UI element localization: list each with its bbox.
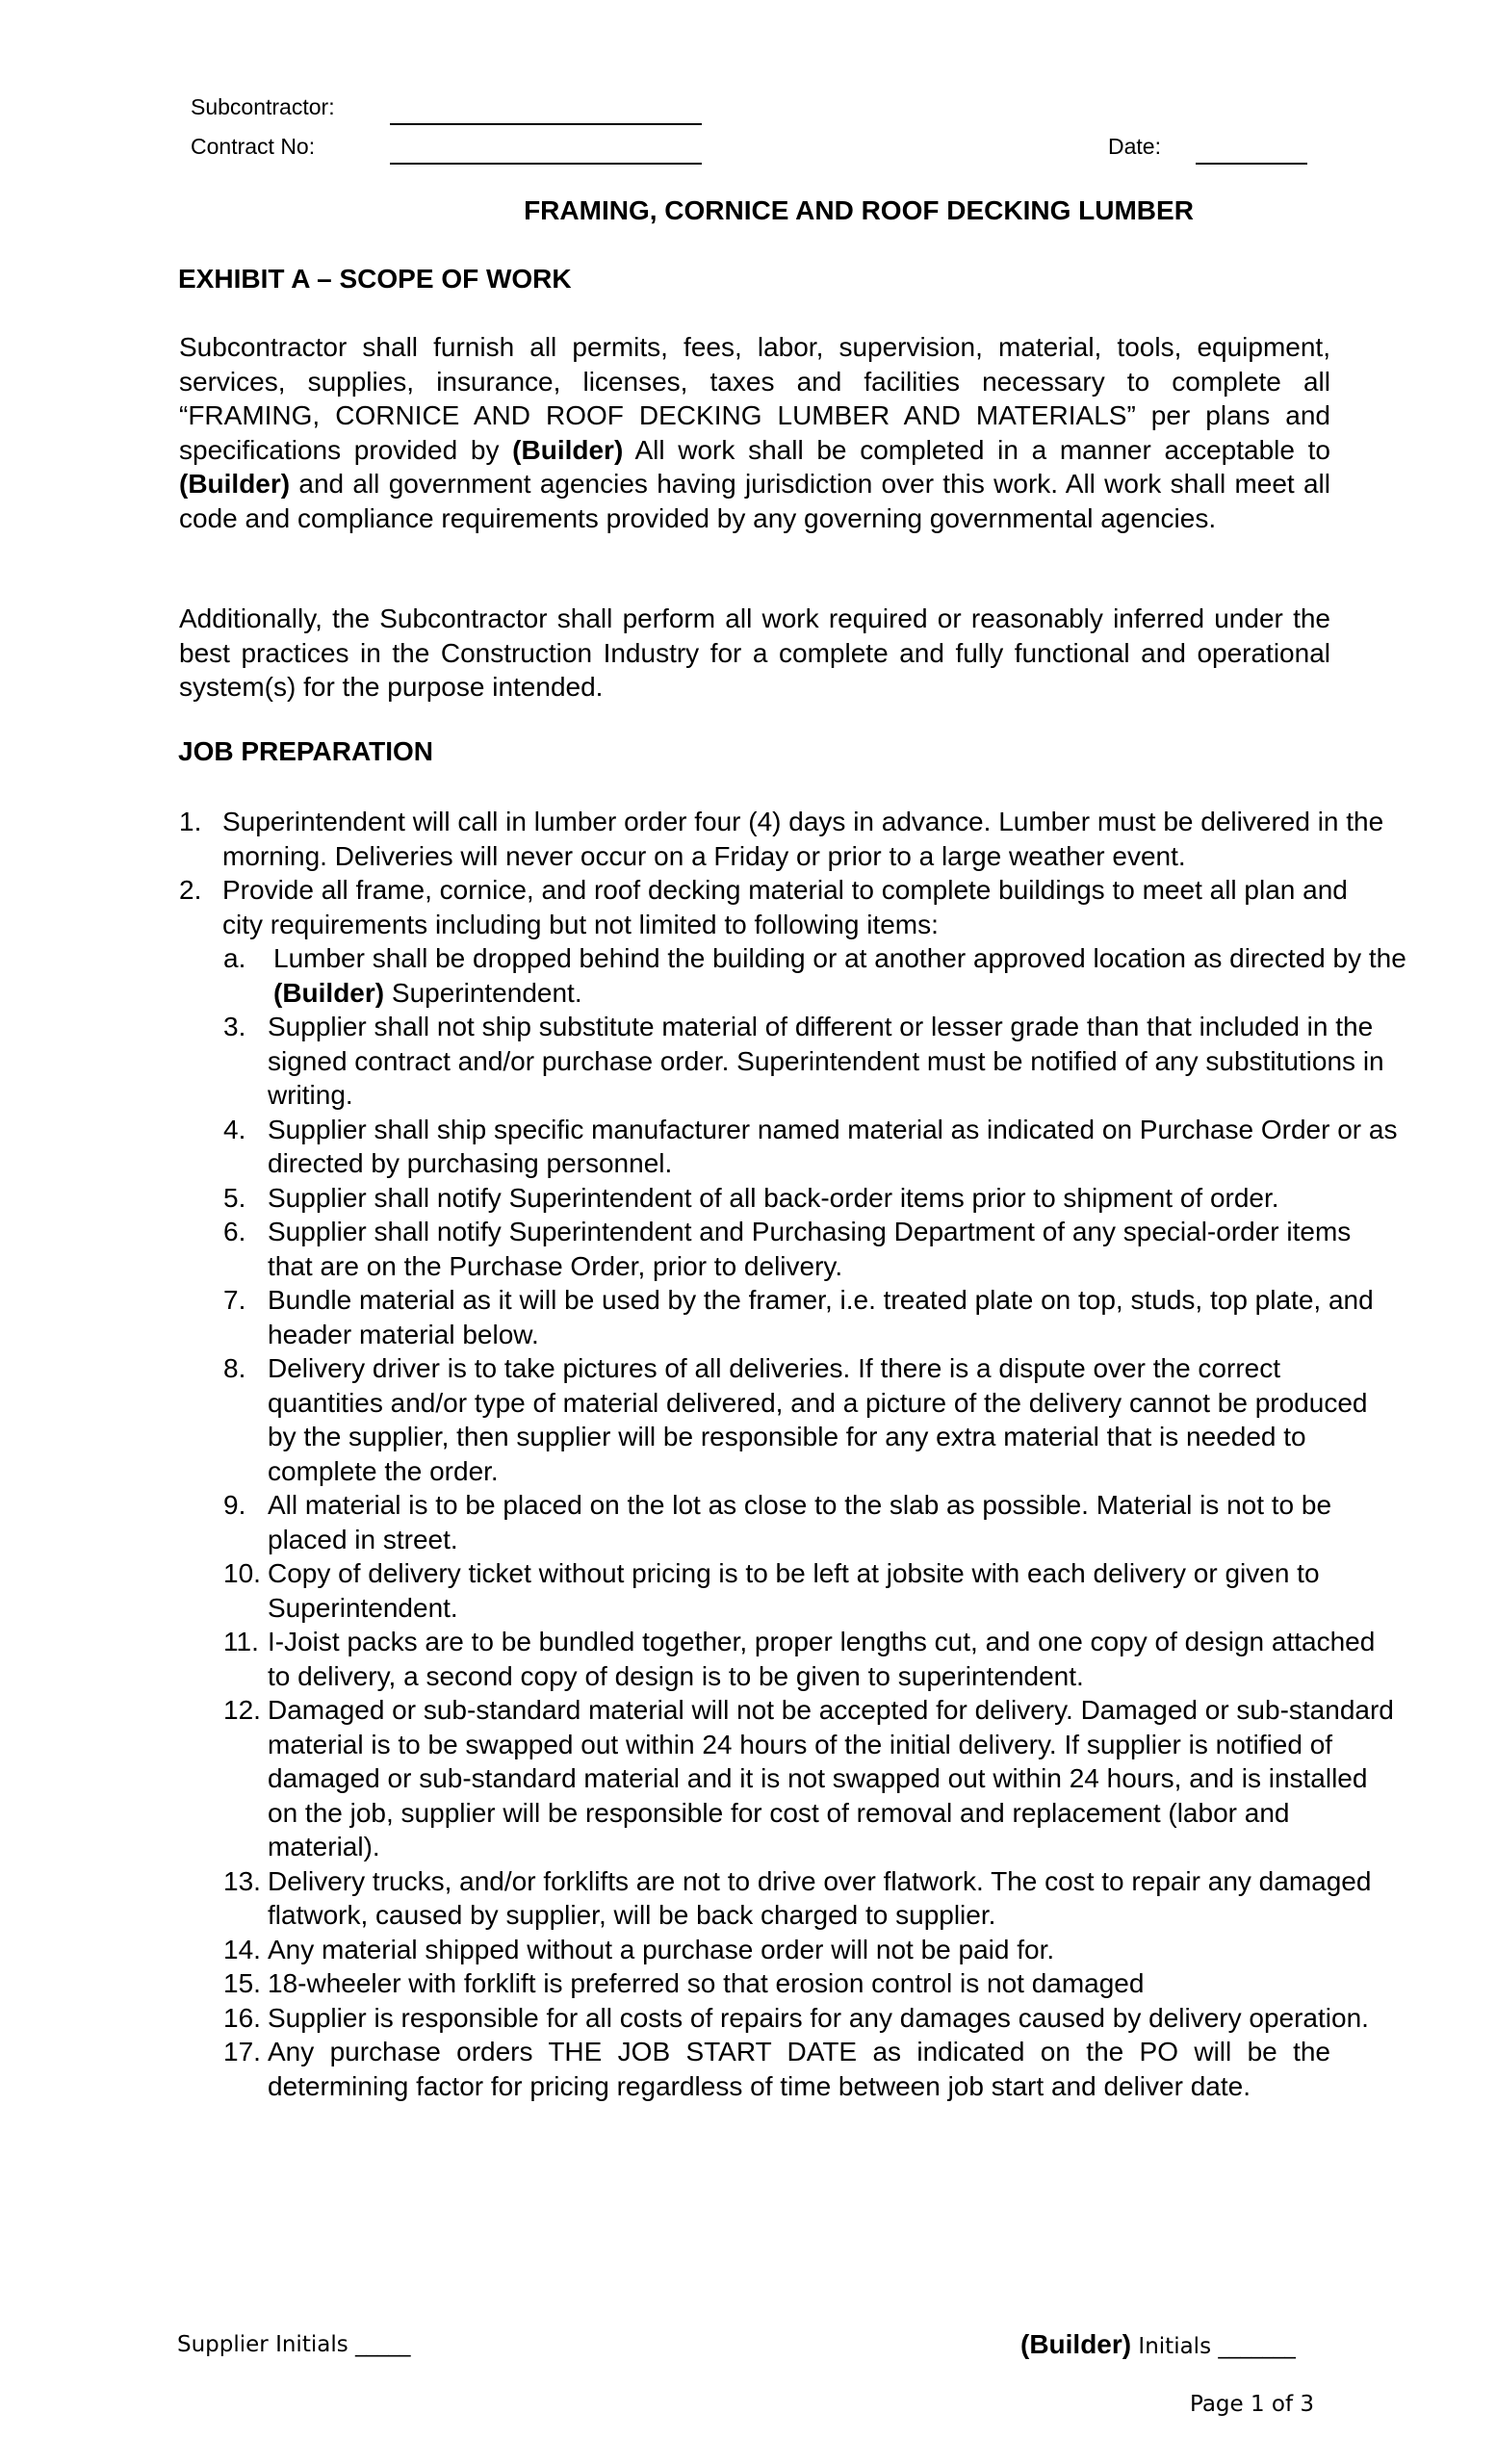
date-blank	[1196, 163, 1307, 165]
builder-ref: (Builder)	[179, 469, 291, 499]
subcontractor-label: Subcontractor:	[191, 94, 335, 119]
contract-label: Contract No:	[191, 134, 316, 159]
list-item: 1. Superintendent will call in lumber order four (4) days in advance. Lumber must be delivered in the morning. Deliveries will never occur on a Friday or prior to a large weather event.	[179, 807, 1384, 871]
supplier-initials: Supplier Initials _____	[177, 2332, 411, 2357]
job-prep-heading: JOB PREPARATION	[178, 736, 433, 766]
list-item: 17. Any purchase orders THE JOB START DATE as indicated on the PO will be the determining factor for pricing regardless of time between job start and deliver date.	[223, 2037, 1330, 2101]
list-item: a. Lumber shall be dropped behind the building or at another approved location as directed by the (Builder) Superintendent.	[223, 943, 1406, 1008]
list-item: 10. Copy of delivery ticket without pricing is to be left at jobsite with each delivery or given to Superintendent.	[223, 1558, 1320, 1623]
list-item: 15. 18-wheeler with forklift is preferred so that erosion control is not damaged	[223, 1968, 1145, 1998]
list-item: 5. Supplier shall notify Superintendent of all back-order items prior to shipment of order.	[223, 1182, 1279, 1213]
list-item: 13. Delivery trucks, and/or forklifts are not to drive over flatwork. The cost to repair any damaged flatwork, caused by supplier, will be back charged to supplier.	[223, 1865, 1372, 1930]
builder-initials: (Builder) Initials _______	[1020, 2329, 1296, 2359]
job-prep-list	[179, 805, 1406, 2103]
document-title	[0, 195, 1496, 226]
document-title-text: FRAMING, CORNICE AND ROOF DECKING LUMBER	[524, 195, 1194, 225]
list-item: 16. Supplier is responsible for all costs of repairs for any damages caused by delivery operation.	[223, 2002, 1369, 2033]
list-item: 12. Damaged or sub-standard material will not be accepted for delivery. Damaged or sub-standard material is to be swapped out within 24 hours of the initial delivery. If supplier is notified of damaged or sub-standard material and it is not swapped out within 24 hours, and is installed on the job, supplier will be responsible for cost of removal and replacement (labor and material).	[223, 1695, 1394, 1861]
subcontractor-blank	[390, 123, 702, 125]
list-item: 2. Provide all frame, cornice, and roof decking material to complete buildings to meet all plan and city requirements including but not limited to following items:	[179, 875, 1348, 939]
builder-ref: (Builder)	[273, 977, 385, 1008]
exhibit-heading: EXHIBIT A – SCOPE OF WORK	[178, 264, 572, 294]
list-item: 7. Bundle material as it will be used by the framer, i.e. treated plate on top, studs, top plate, and header material below.	[223, 1285, 1374, 1349]
list-item: 14. Any material shipped without a purchase order will not be paid for.	[223, 1934, 1055, 1964]
contract-blank	[390, 163, 702, 165]
list-item: 6. Supplier shall notify Superintendent and Purchasing Department of any special-order items that are on the Purchase Order, prior to delivery.	[223, 1217, 1352, 1281]
additional-paragraph: Additionally, the Subcontractor shall perform all work required or reasonably inferred under the best practices in the Construction Industry for a complete and fully functional and operational system(s) for the purpose intended.	[179, 603, 1330, 702]
page-number: Page 1 of 3	[1190, 2392, 1315, 2417]
list-item: 8. Delivery driver is to take pictures of all deliveries. If there is a dispute over the correct quantities and/or type of material delivered, and a picture of the delivery cannot be produced by the supplier, then supplier will be responsible for any extra material that is needed to complete the order.	[223, 1353, 1368, 1486]
builder-ref: (Builder)	[1020, 2329, 1132, 2359]
scope-paragraph: Subcontractor shall furnish all permits, fees, labor, supervision, material, tools, equipment, services, supplies, insurance, licenses, taxes and facilities necessary to complete all “FRAMING, CORNICE AND ROOF DECKING LUMBER AND MATERIALS” per plans and specifications provided by (Builder) All work shall be completed in a manner acceptable to (Builder) and all government agencies having jurisdiction over this work. All work shall meet all code and compliance requirements provided by any governing governmental agencies.	[179, 332, 1330, 533]
list-item: 9. All material is to be placed on the lot as close to the slab as possible. Material is not to be placed in street.	[223, 1490, 1332, 1554]
list-item: 4. Supplier shall ship specific manufacturer named material as indicated on Purchase Order or as directed by purchasing personnel.	[223, 1114, 1398, 1178]
list-item: 11. I-Joist packs are to be bundled together, proper lengths cut, and one copy of design attached to delivery, a second copy of design is to be given to superintendent.	[223, 1627, 1376, 1691]
list-item: 3. Supplier shall not ship substitute material of different or lesser grade than that included in the signed contract and/or purchase order. Superintendent must be notified of any substitutions in writing.	[223, 1012, 1384, 1110]
date-label: Date:	[1108, 134, 1161, 159]
builder-ref: (Builder)	[512, 434, 624, 465]
